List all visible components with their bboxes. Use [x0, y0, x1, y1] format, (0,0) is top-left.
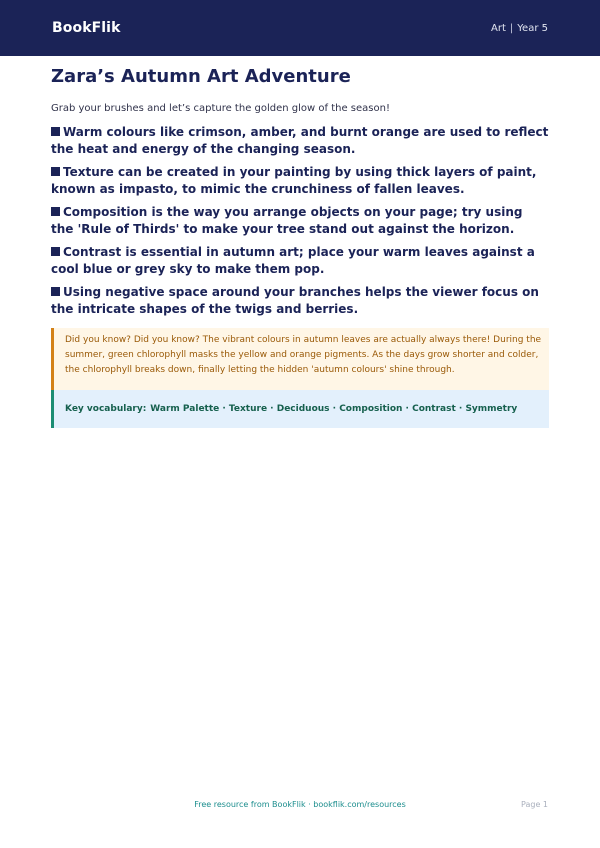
vocab-label: Key vocabulary:	[65, 404, 147, 414]
square-bullet-icon	[51, 247, 60, 256]
key-point-item	[51, 124, 549, 158]
key-point-item	[51, 164, 549, 198]
key-point-item	[51, 244, 549, 278]
did-you-know-callout	[51, 328, 549, 390]
year-label: Year 5	[517, 22, 548, 34]
key-point-item	[51, 204, 549, 238]
callout-text: Did you know? Did you know? The vibrant colours in autumn leaves are actually always there! During the summer, green chlorophyll masks the yellow and orange pigments. As the days grow shorter and colder, the chlorophyll breaks down, finally letting the hidden 'autumn colours' shine through.	[65, 335, 542, 375]
key-point-text: Composition is the way you arrange objects on your page; try using the 'Rule of Thirds' to make your tree stand out against the horizon.	[51, 205, 523, 236]
subject-label: Art	[491, 22, 506, 34]
page-number: Page 1	[521, 800, 548, 809]
intro-text: Grab your brushes and let’s capture the golden glow of the season!	[51, 103, 390, 114]
footer-credit-link[interactable]: Free resource from BookFlik · bookflik.com/resources	[194, 800, 406, 809]
page-title: Zara’s Autumn Art Adventure	[51, 66, 351, 87]
key-vocabulary-box	[51, 390, 549, 428]
meta-separator: |	[509, 22, 514, 34]
header-bar	[0, 0, 600, 56]
brand-logo-text[interactable]: BookFlik	[52, 20, 121, 36]
square-bullet-icon	[51, 127, 60, 136]
key-point-text: Warm colours like crimson, amber, and burnt orange are used to reflect the heat and energy of the changing season.	[51, 125, 549, 156]
square-bullet-icon	[51, 167, 60, 176]
square-bullet-icon	[51, 207, 60, 216]
vocab-terms: Warm Palette · Texture · Deciduous · Composition · Contrast · Symmetry	[150, 404, 518, 414]
key-point-text: Using negative space around your branches helps the viewer focus on the intricate shapes of the twigs and berries.	[51, 285, 539, 316]
square-bullet-icon	[51, 287, 60, 296]
key-point-text: Texture can be created in your painting by using thick layers of paint, known as impasto, to mimic the crunchiness of fallen leaves.	[51, 165, 537, 196]
key-point-text: Contrast is essential in autumn art; place your warm leaves against a cool blue or grey sky to make them pop.	[51, 245, 535, 276]
key-points-list	[51, 124, 549, 318]
page-footer	[0, 800, 600, 814]
key-point-item	[51, 284, 549, 318]
main-content	[0, 67, 600, 428]
subject-year-label	[491, 23, 548, 34]
